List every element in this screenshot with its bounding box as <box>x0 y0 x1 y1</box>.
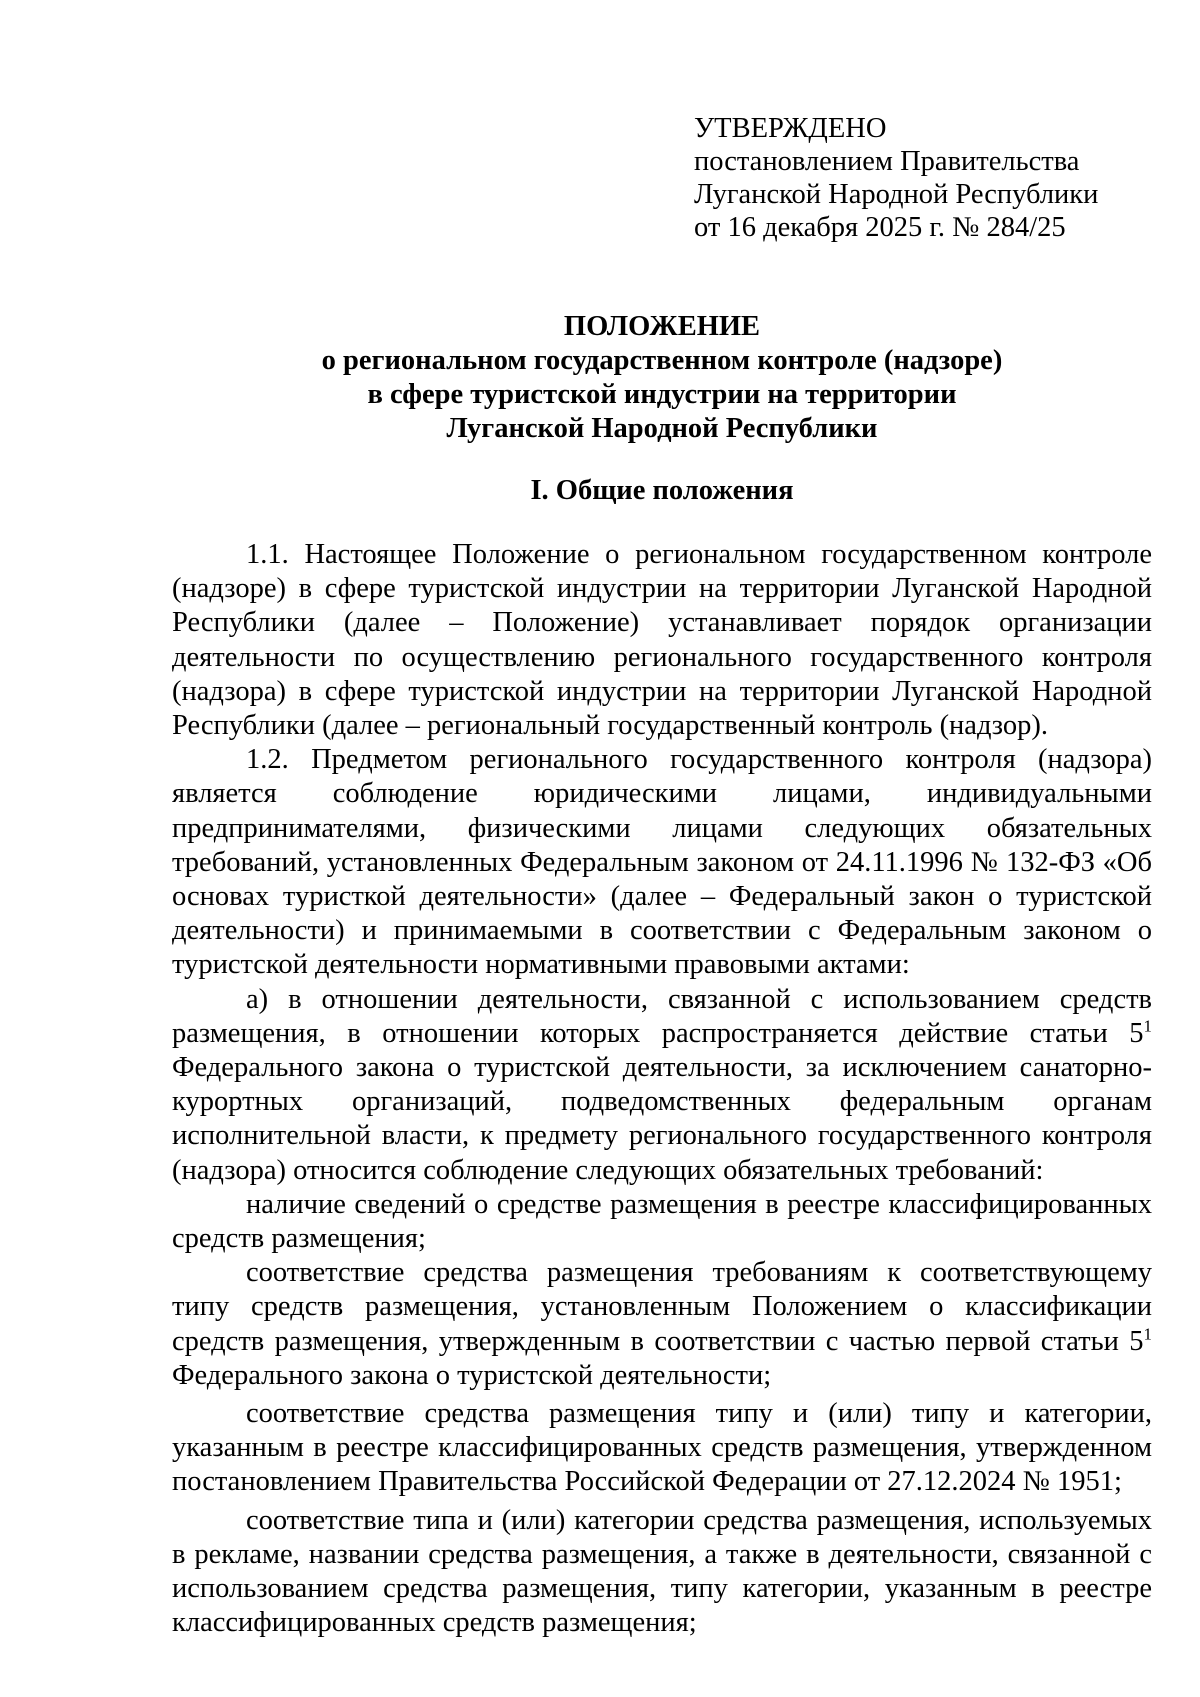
approval-line-republic: Луганской Народной Республики <box>694 179 1099 210</box>
approval-line-date-number: от 16 декабря 2025 г. № 284/25 <box>694 212 1066 243</box>
approval-line-by-resolution: постановлением Правительства <box>694 146 1080 177</box>
paragraph-type-superscript: 1 <box>1143 1324 1152 1344</box>
paragraph-a-text-end: Федерального закона о туристской деятельности, за исключением санаторно-курортных организаций, подведомственных федеральным органам исполнительной власти, к предмету регионального государственного контроля (надзора) относится соблюдение следующих обязательных требований: <box>172 1052 1152 1186</box>
paragraph-1-1: 1.1. Настоящее Положение о региональном государственном контроле (надзоре) в сфере туристской индустрии на территории Луганской Народной Республики (далее – Положение) устанавливает порядок организации деятельности по осуществлению регионального государственного контроля (надзора) в сфере туристской индустрии на территории Луганской Народной Республики (далее – региональный государственный контроль (надзор). <box>172 539 1152 742</box>
paragraph-a-text-start: а) в отношении деятельности, связанной с использованием средств размещения, в отношении которых распространяется действие статьи 5 <box>172 983 1152 1049</box>
title-line-1: ПОЛОЖЕНИЕ <box>563 311 761 342</box>
document-title <box>172 310 1152 446</box>
paragraph-advertising: соответствие типа и (или) категории средства размещения, используемых в рекламе, названии средства размещения, а также в деятельности, связанной с использованием средства размещения, типу категории, указанным в реестре классифицированных средств размещения; <box>172 1504 1152 1639</box>
paragraph-type-requirements <box>172 1256 1152 1393</box>
paragraph-type-text-end: Федерального закона о туристской деятельности; <box>172 1359 772 1391</box>
title-line-4: Луганской Народной Республики <box>446 413 878 444</box>
paragraph-registry-presence: наличие сведений о средстве размещения в реестре классифицированных средств размещения; <box>172 1188 1152 1255</box>
title-line-3: в сфере туристской индустрии на территории <box>367 379 957 410</box>
section-heading: I. Общие положения <box>530 475 794 506</box>
paragraph-a-superscript: 1 <box>1143 1016 1152 1036</box>
approval-line-approved: УТВЕРЖДЕНО <box>694 113 887 144</box>
document-body <box>172 538 1152 1641</box>
paragraph-type-category: соответствие средства размещения типу и (или) типу и категории, указанным в реестре классифицированных средств размещения, утвержденном постановлением Правительства Российской Федерации от 27.12.2024 № 1951; <box>172 1398 1152 1498</box>
approval-stamp <box>694 112 1174 244</box>
title-line-2: о региональном государственном контроле (надзоре) <box>321 345 1003 376</box>
paragraph-type-text-start: соответствие средства размещения требованиям к соответствующему типу средств размещения, установленным Положением о классификации средств размещения, утвержденным в соответствии с частью первой статьи 5 <box>172 1257 1152 1357</box>
paragraph-1-2: 1.2. Предметом регионального государственного контроля (надзора) является соблюдение юридическими лицами, индивидуальными предпринимателями, физическими лицами следующих обязательных требований, установленных Федеральным законом от 24.11.1996 № 132-ФЗ «Об основах туристкой деятельности» (далее – Федеральный закон о туристской деятельности) и принимаемыми в соответствии с Федеральным законом о туристской деятельности нормативными правовыми актами: <box>172 744 1152 981</box>
paragraph-a <box>172 983 1152 1188</box>
